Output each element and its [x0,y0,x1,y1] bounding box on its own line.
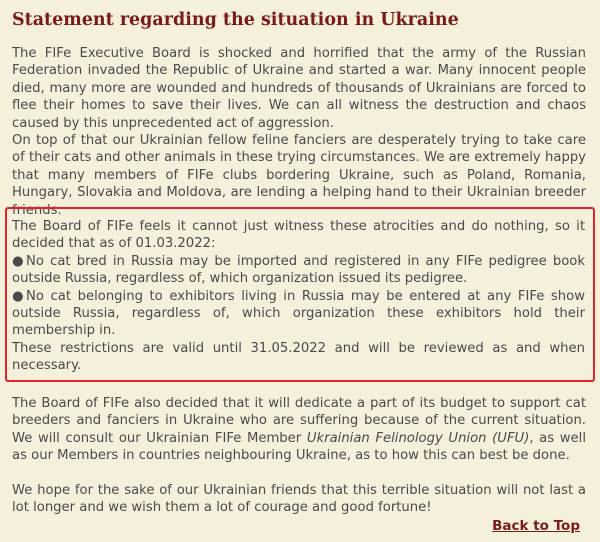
support-paragraph [12,395,586,465]
back-to-top-link[interactable]: Back to Top [492,518,580,534]
support-section [12,395,586,465]
decision-lead: The Board of FIFe feels it cannot just witness these atrocities and do nothing, so it decided that as of 01.03.2022: [12,219,585,252]
intro-section [12,45,586,219]
board-decision-highlight [5,207,595,382]
decision-bullet-shows-text: No cat belonging to exhibitors living in Russia may be entered at any FIFe show outside Russia, regardless of, which organization these exhibitors hold their membership in. [12,288,585,339]
bullet-icon: ● [12,253,24,269]
closing-section [12,482,586,517]
closing-wish-paragraph: We hope for the sake of our Ukrainian friends that this terrible situation will not last a lot longer and we wish them a lot of courage and good fortune! [12,483,586,516]
bullet-icon: ● [12,288,24,304]
decision-bullet-import-text: No cat bred in Russia may be imported and registered in any FIFe pedigree book outside Russia, regardless of, which organization issued its pedigree. [12,253,585,287]
intro-paragraph-fanciers: On top of that our Ukrainian fellow feline fanciers are desperately trying to take care of their cats and other animals in these trying circumstances. We are extremely happy that many members of FIFe clubs bordering Ukraine, such as Poland, Romania, Hungary, Slovakia and Moldova, are lending a helping hand to their Ukrainian breeder friends. [12,133,586,218]
decision-bullet-import [12,253,585,288]
decision-validity: These restrictions are valid until 31.05.2022 and will be reviewed as and when necessary. [12,340,585,374]
intro-paragraph-invasion: The FIFe Executive Board is shocked and horrified that the army of the Russian Federation invaded the Republic of Ukraine and started a war. Many innocent people died, many more are wounded and hundreds of thousands of Ukrainians are forced to flee their homes to save their lives. We can all witness the destruction and chaos caused by this unprecedented act of aggression. [12,46,586,131]
member-organization-name: Ukrainian Felinology Union (UFU) [306,430,530,446]
support-text-after: , as well as our Members in countries neighbouring Ukraine, as to how this can best be done. [12,430,586,464]
support-text-before: The Board of FIFe also decided that it will dedicate a part of its budget to support cat breeders and fanciers in Ukraine who are suffering because of the current situation. We will consult our Ukrainian FIFe Member [12,396,586,446]
page-title: Statement regarding the situation in Ukraine [12,10,459,30]
decision-bullet-shows [12,288,585,340]
